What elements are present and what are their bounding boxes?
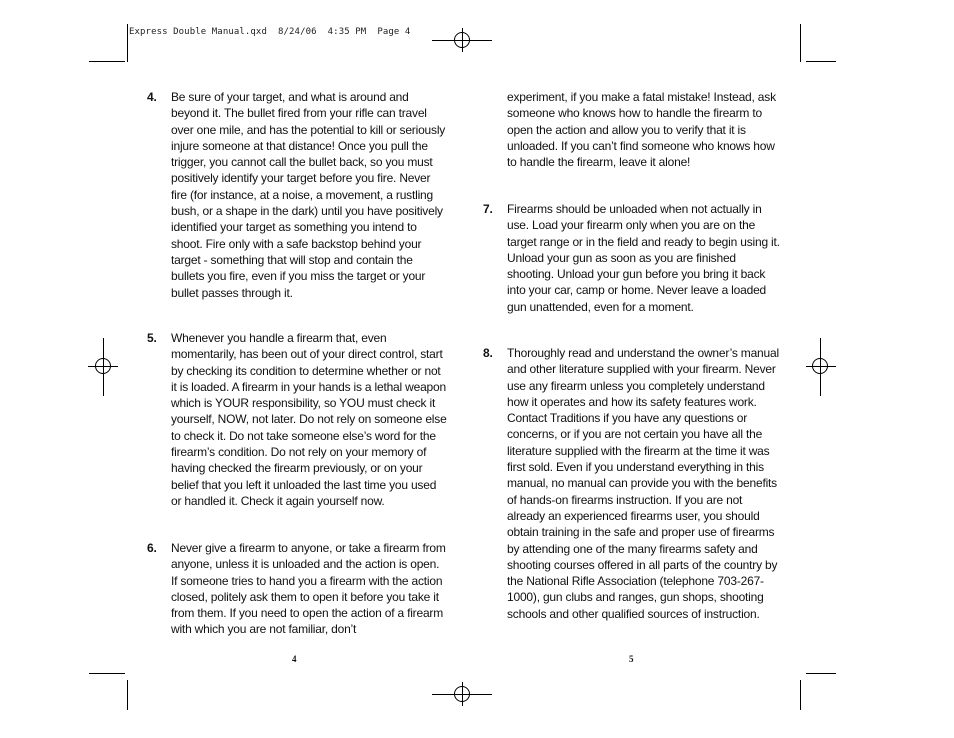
rule-number: 5. (147, 331, 157, 345)
rule-number: 7. (483, 202, 493, 216)
safety-rule-5 (147, 330, 447, 509)
crop-mark (89, 673, 125, 674)
rule-text: Firearms should be unloaded when not actually in use. Load your firearm only when you are on the target range or in the field and ready to begin using it. Unload your gun as soon as you are finished shooting. Unload your gun before you bring it back into your car, camp or home. Never leave a loaded gun unattended, even for a moment. (507, 202, 780, 314)
page-number-right: 5 (629, 654, 634, 664)
rule-number: 6. (147, 541, 157, 555)
crop-mark (127, 680, 128, 710)
rule-text: Thoroughly read and understand the owner’s manual and other literature supplied with your firearm. Never use any firearm unless you completely understand how it operates and how its safety features work. Contact Traditions if you have any questions or concerns, or if you are not certain you have all the literature supplied with the firearm at the time it was first sold. Even if you understand everything in this manual, no manual can provide you with the benefits of hands-on firearms instruction. If you are not already an experienced firearms user, you should obtain training in the safe and proper use of firearms by attending one of the many firearms safety and shooting courses offered in all parts of the country by the National Rifle Association (telephone 703-267-1000), gun clubs and ranges, gun shops, shooting schools and other qualified sources of instruction. (507, 346, 779, 621)
crop-mark (806, 673, 836, 674)
crop-mark (127, 24, 128, 62)
page-number-left: 4 (292, 654, 297, 664)
rule-text: Whenever you handle a firearm that, even momentarily, has been out of your direct control, start by checking its condition to determine whether or not it is loaded. A firearm in your hands is a lethal weapon which is YOUR responsibility, so YOU must check it yourself, NOW, not later. Do not rely on someone else to check it. Do not take someone else’s word for the firearm’s condition. Do not rely on your memory of having checked the firearm previously, or on your belief that you left it unloaded the last time you used or handled it. Check it again yourself now. (171, 331, 447, 508)
crop-mark (806, 61, 836, 62)
crop-mark (800, 24, 801, 62)
rule-number: 4. (147, 90, 157, 104)
registration-mark-icon (454, 32, 470, 48)
safety-rule-6 (147, 540, 447, 638)
crop-mark (800, 680, 801, 710)
print-slug-line: Express Double Manual.qxd 8/24/06 4:35 PM Page 4 (129, 27, 411, 37)
rule-text: Never give a firearm to anyone, or take a firearm from anyone, unless it is unloaded and the action is open. If someone tries to hand you a firearm with the action closed, politely ask them to open it before you take it from them. If you need to open the action of a firearm with which you are not familiar, don’t (171, 541, 446, 637)
safety-rule-7 (483, 201, 783, 315)
rule-number: 8. (483, 346, 493, 360)
safety-rule-4 (147, 89, 447, 301)
rule-6-continuation: experiment, if you make a fatal mistake! Instead, ask someone who knows how to handle the firearm to open the action and allow you to verify that it is unloaded. If you can’t find someone who knows how to handle the firearm, leave it alone! (507, 90, 776, 170)
registration-mark-icon (95, 358, 111, 374)
registration-mark-icon (454, 686, 470, 702)
registration-mark-icon (812, 358, 828, 374)
safety-rule-8 (483, 345, 783, 622)
rule-text: Be sure of your target, and what is around and beyond it. The bullet fired from your rifle can travel over one mile, and has the potential to kill or seriously injure someone at that distance! Once you pull the trigger, you cannot call the bullet back, so you must positively identify your target before you fire. Never fire (for instance, at a noise, a movement, a rustling bush, or a shape in the dark) until you have positively identified your target as something you intend to shoot. Fire only with a safe backstop behind your target - something that will stop and contain the bullets you fire, even if you miss the target or your bullet passes through it. (171, 90, 446, 300)
crop-mark (89, 61, 125, 62)
